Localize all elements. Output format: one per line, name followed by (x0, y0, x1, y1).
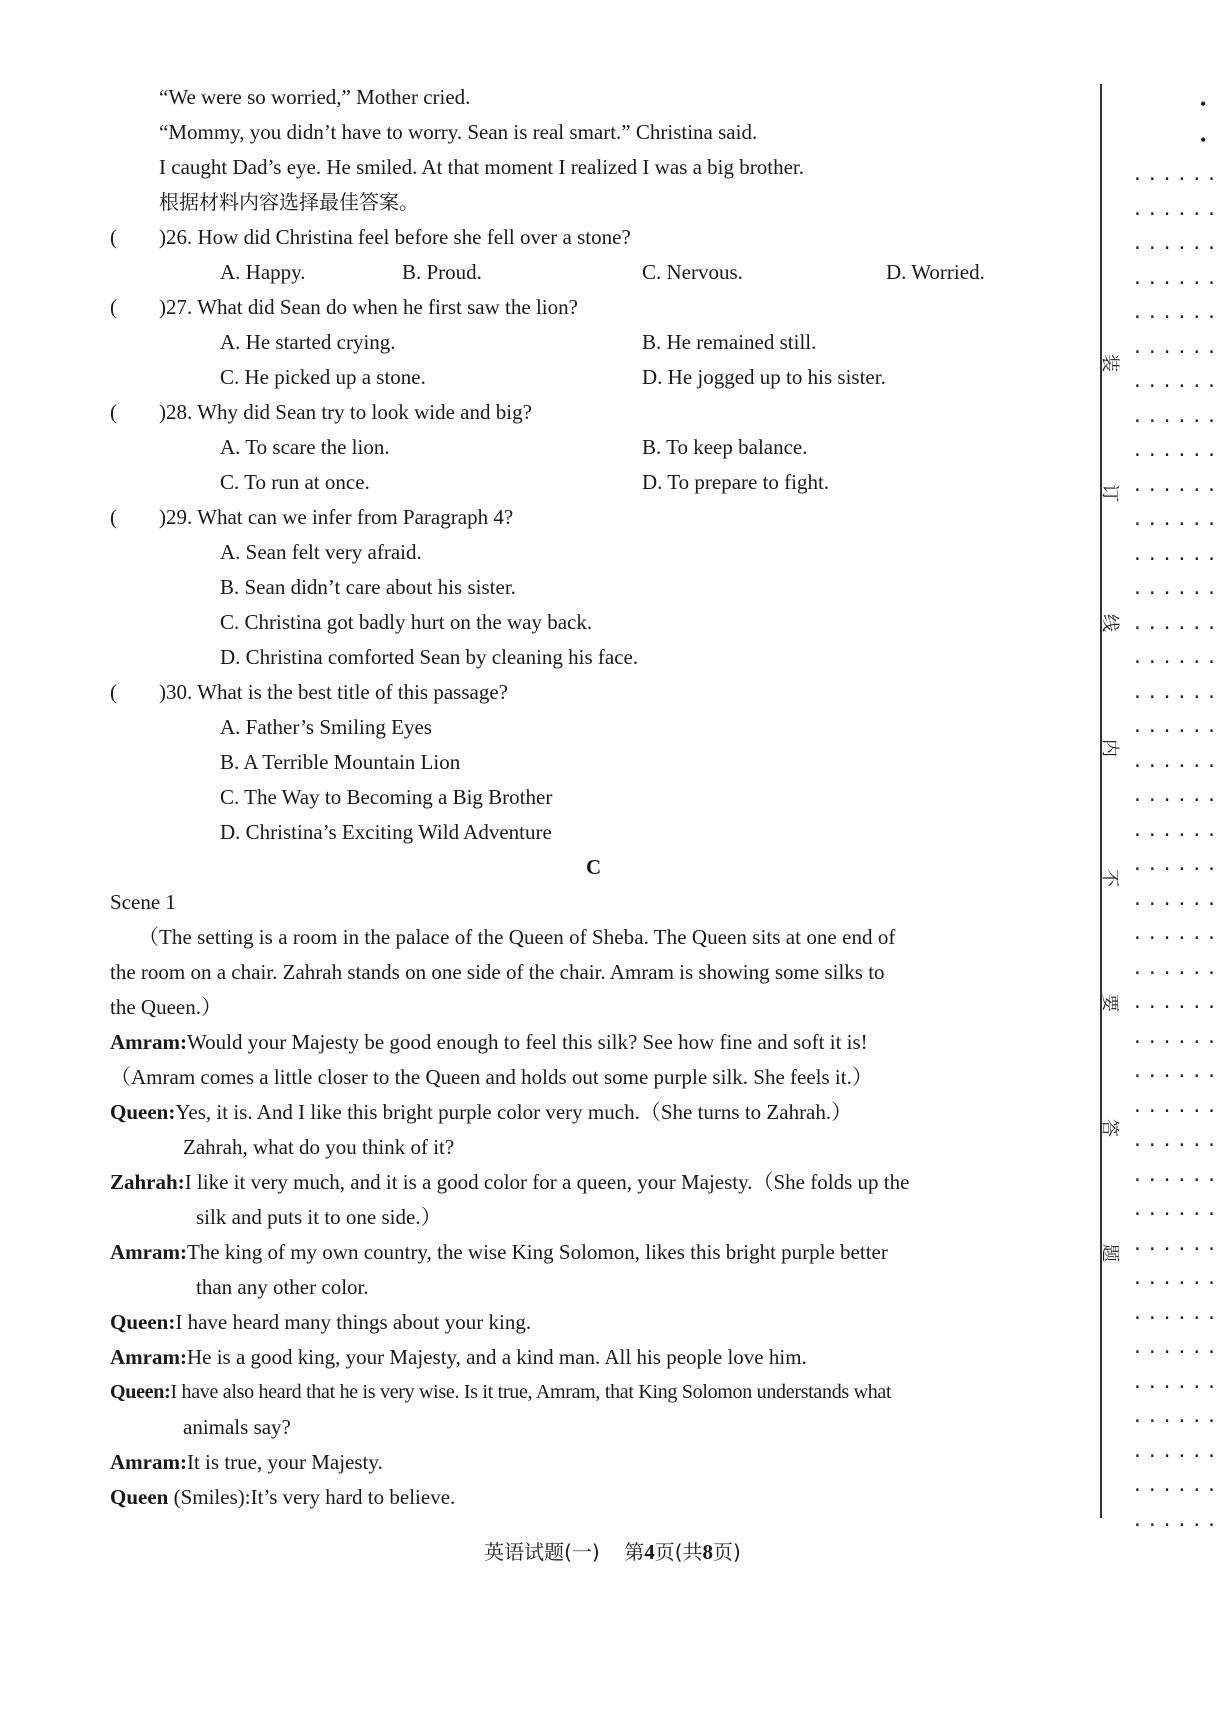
dot-row: ...... (1132, 578, 1222, 599)
option: D. Christina’s Exciting Wild Adventure (220, 820, 552, 844)
speaker-name: Amram (110, 1450, 180, 1474)
question-text: 26. How did Christina feel before she fell over a stone? (166, 225, 631, 249)
dot-row: ...... (1132, 750, 1222, 772)
dialogue-continuation: than any other color. (196, 1275, 369, 1299)
speaker-name: Amram (110, 1240, 180, 1264)
dialogue-line (110, 1307, 531, 1337)
dialogue-text: I like it very much, and it is a good color for a queen, your Majesty.（She folds up the (184, 1170, 910, 1194)
dot-row: ...... (1132, 1509, 1222, 1531)
answer-paren-close: ) (159, 680, 166, 704)
footer-page-number: 4 (644, 1540, 655, 1564)
option: C. Christina got badly hurt on the way back. (220, 610, 593, 634)
binding-char: 答 (1099, 1119, 1120, 1137)
dot-row: ...... (1132, 854, 1222, 875)
dot-row: ...... (1132, 647, 1222, 668)
dialogue-line (110, 1097, 852, 1127)
question-27 (110, 292, 578, 322)
option: C. The Way to Becoming a Big Brother (220, 785, 553, 809)
dot-row: ...... (1132, 1233, 1222, 1255)
option: B. A Terrible Mountain Lion (220, 750, 461, 774)
speaker-sep: : (179, 1345, 187, 1369)
binding-char: 装 (1099, 354, 1120, 372)
dialogue-line (110, 1027, 868, 1057)
dot-row: ...... (1132, 440, 1222, 461)
dot-row: ...... (1132, 1026, 1222, 1048)
dialogue-line (110, 1342, 807, 1372)
dialogue-line (110, 1237, 888, 1267)
dot-row: ...... (1132, 1475, 1222, 1496)
dot-row: ...... (1132, 198, 1222, 220)
dot-row: ...... (1132, 785, 1222, 806)
dot-row: ...... (1132, 992, 1222, 1013)
instruction: 根据材料内容选择最佳答案。 (159, 190, 419, 214)
dialogue-continuation: silk and puts it to one side.） (196, 1205, 442, 1229)
dialogue-text: It’s very hard to believe. (250, 1485, 456, 1509)
option: B. He remained still. (642, 330, 817, 354)
dialogue-text: Would your Majesty be good enough to feel this silk? See how fine and soft it is! (186, 1030, 868, 1054)
footer-total-pages: 8 (702, 1540, 714, 1564)
page-footer (0, 1536, 1225, 1565)
speaker-sep: : (179, 1240, 187, 1264)
option: B. Proud. (402, 260, 482, 284)
speaker-name: Zahrah (110, 1170, 178, 1194)
dialogue-continuation: Zahrah, what do you think of it? (183, 1135, 455, 1159)
answer-paren-close: ) (159, 295, 166, 319)
dialogue-line (110, 1482, 455, 1512)
footer-page-prefix: 第 (624, 1540, 645, 1564)
dot-row: ...... (1132, 474, 1222, 496)
dot-row: ...... (1132, 267, 1222, 289)
dialogue-text: Yes, it is. And I like this bright purple color very much.（She turns to Zahrah.） (175, 1100, 853, 1124)
footer-subject: 英语试题(一) (484, 1540, 600, 1564)
intro-line-3: I caught Dad’s eye. He smiled. At that moment I realized I was a big brother. (159, 155, 804, 179)
dialogue-continuation: animals say? (183, 1415, 291, 1439)
answer-paren-open: ( (110, 295, 117, 319)
answer-paren-open: ( (110, 680, 117, 704)
stage-direction: （Amram comes a little closer to the Queen and holds out some purple silk. She feels it.） (110, 1065, 873, 1089)
answer-paren-open: ( (110, 505, 117, 529)
binding-char: 不 (1099, 869, 1120, 887)
dialogue-text: I have heard many things about your king. (175, 1310, 532, 1334)
option: D. Worried. (886, 260, 985, 284)
option: A. He started crying. (220, 330, 396, 354)
dot-row: ...... (1132, 1371, 1222, 1393)
option: D. He jogged up to his sister. (642, 365, 886, 389)
dot-row: ...... (1132, 1268, 1222, 1289)
question-text: 30. What is the best title of this passage? (166, 680, 508, 704)
dot-row: ...... (1132, 716, 1222, 737)
setting-line-3: the Queen.） (110, 995, 222, 1019)
question-text: 27. What did Sean do when he first saw the lion? (166, 295, 578, 319)
scene-title: Scene 1 (110, 890, 176, 914)
answer-paren-open: ( (110, 225, 117, 249)
dialogue-line (110, 1447, 383, 1477)
dialogue-text: I have also heard that he is very wise. Is it true, Amram, that King Solomon understands what (170, 1381, 892, 1403)
dot-row: ...... (1132, 888, 1222, 910)
speaker-sep: (Smiles): (168, 1485, 251, 1509)
speaker-name: Amram (110, 1345, 180, 1369)
dot-row: ...... (1132, 1164, 1222, 1186)
dot-row: ...... (1132, 681, 1222, 703)
dot-row: ...... (1132, 336, 1222, 358)
option: D. To prepare to fight. (642, 470, 830, 494)
binding-rule (1100, 84, 1102, 1518)
dialogue-line (110, 1377, 891, 1407)
margin-dot: • (1200, 94, 1207, 114)
binding-char: 订 (1099, 484, 1120, 502)
option: A. Happy. (220, 260, 306, 284)
dot-row: ...... (1132, 612, 1222, 634)
option: B. Sean didn’t care about his sister. (220, 575, 516, 599)
section-label: C (586, 855, 602, 879)
dot-row: ...... (1132, 371, 1222, 392)
dot-row: ...... (1132, 1061, 1222, 1082)
speaker-sep: : (177, 1170, 185, 1194)
question-29 (110, 502, 513, 532)
dot-row: ...... (1132, 302, 1222, 323)
option: A. To scare the lion. (220, 435, 390, 459)
question-text: 29. What can we infer from Paragraph 4? (166, 505, 514, 529)
dot-row: ...... (1132, 1337, 1222, 1358)
answer-paren-open: ( (110, 400, 117, 424)
setting-line-2: the room on a chair. Zahrah stands on one side of the chair. Amram is showing some silks to (110, 960, 885, 984)
option: B. To keep balance. (642, 435, 808, 459)
dot-row: ...... (1132, 1440, 1222, 1462)
dialogue-text: It is true, your Majesty. (186, 1450, 383, 1474)
binding-char: 线 (1099, 614, 1120, 632)
speaker-name: Queen (110, 1100, 169, 1124)
option: C. Nervous. (642, 260, 743, 284)
intro-line-2: “Mommy, you didn’t have to worry. Sean is real smart.” Christina said. (159, 120, 758, 144)
option: A. Father’s Smiling Eyes (220, 715, 432, 739)
option: D. Christina comforted Sean by cleaning his face. (220, 645, 639, 669)
footer-page-suffix: 页) (713, 1540, 741, 1564)
option: C. He picked up a stone. (220, 365, 426, 389)
dot-row: ...... (1132, 543, 1222, 565)
binding-char: 题 (1099, 1244, 1120, 1262)
speaker-sep: : (179, 1450, 187, 1474)
dot-row: ...... (1132, 957, 1222, 979)
speaker-sep: : (179, 1030, 187, 1054)
dot-row: ...... (1132, 233, 1222, 254)
question-26 (110, 222, 631, 252)
binding-char: 要 (1099, 994, 1120, 1012)
speaker-sep: : (168, 1100, 176, 1124)
binding-char: 内 (1099, 739, 1120, 757)
speaker-name: Queen (110, 1485, 169, 1509)
speaker-name: Queen (110, 1310, 169, 1334)
dialogue-text: The king of my own country, the wise King Solomon, likes this bright purple better (186, 1240, 888, 1264)
dialogue-line (110, 1167, 909, 1197)
answer-paren-close: ) (159, 505, 166, 529)
dot-row: ...... (1132, 1406, 1222, 1427)
dot-row: ...... (1132, 923, 1222, 944)
question-text: 28. Why did Sean try to look wide and big? (166, 400, 532, 424)
dot-row: ...... (1132, 1130, 1222, 1151)
dot-row: ...... (1132, 819, 1222, 841)
option: A. Sean felt very afraid. (220, 540, 422, 564)
question-28 (110, 397, 532, 427)
intro-line-1: “We were so worried,” Mother cried. (159, 85, 471, 109)
speaker-name: Amram (110, 1030, 180, 1054)
footer-page-mid: 页(共 (654, 1540, 703, 1564)
speaker-sep: : (164, 1381, 171, 1403)
dialogue-text: He is a good king, your Majesty, and a kind man. All his people love him. (186, 1345, 807, 1369)
answer-paren-close: ) (159, 225, 166, 249)
dot-row: ...... (1132, 1095, 1222, 1117)
dot-row: ...... (1132, 509, 1222, 530)
setting-line-1: （The setting is a room in the palace of the Queen of Sheba. The Queen sits at one end of (138, 925, 896, 949)
speaker-name: Queen (110, 1381, 165, 1403)
answer-paren-close: ) (159, 400, 166, 424)
margin-dot: • (1200, 130, 1207, 150)
dot-row: ...... (1132, 1199, 1222, 1220)
speaker-sep: : (168, 1310, 176, 1334)
question-30 (110, 677, 508, 707)
dot-row: ...... (1132, 164, 1222, 185)
dot-row: ...... (1132, 405, 1222, 427)
option: C. To run at once. (220, 470, 370, 494)
dot-row: ...... (1132, 1302, 1222, 1324)
